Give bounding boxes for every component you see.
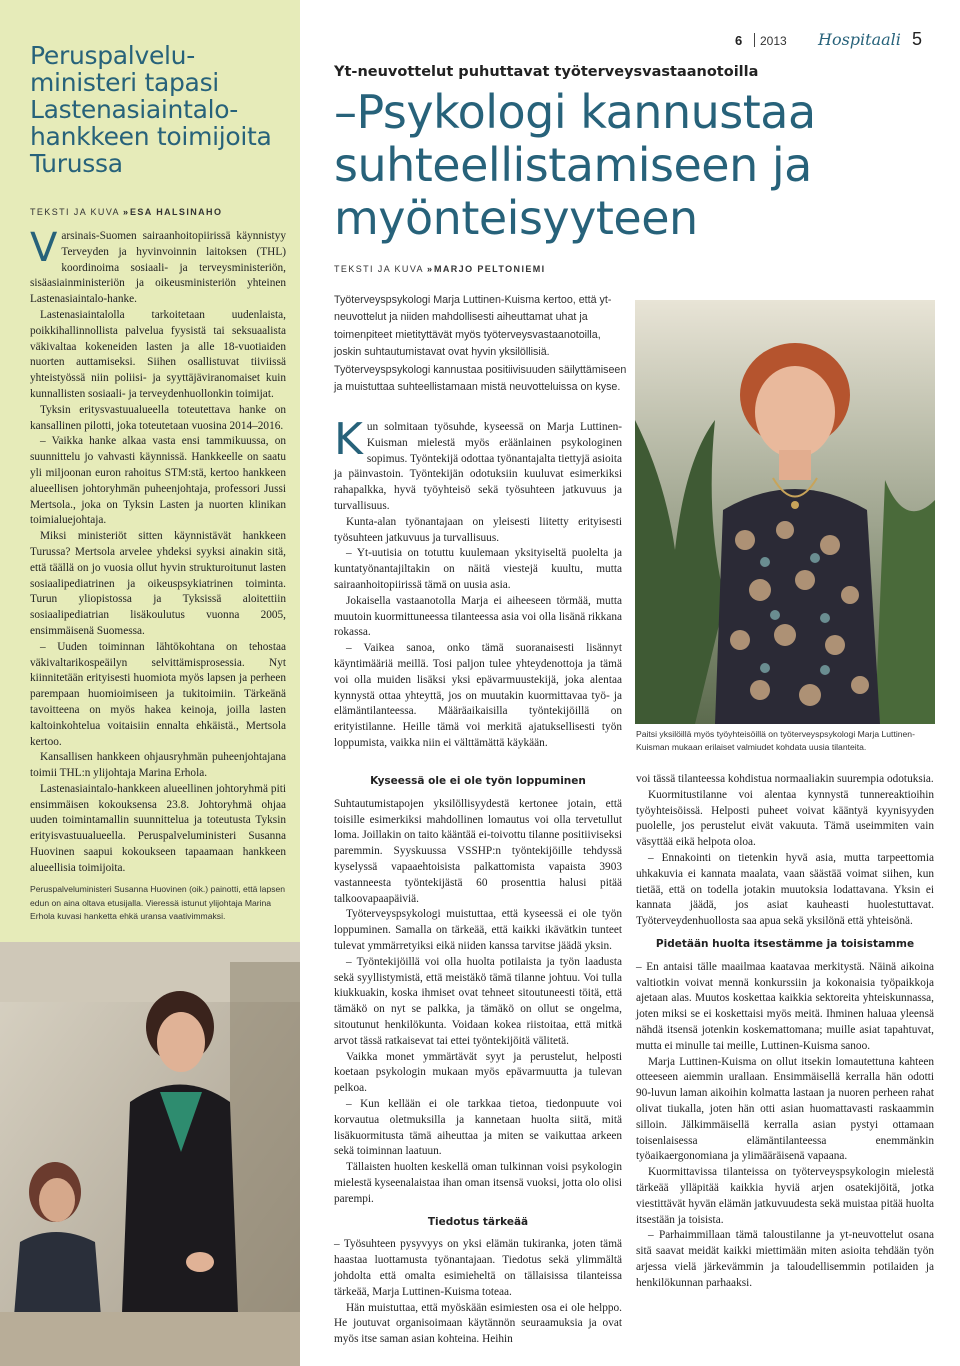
- sidebar-photo-caption: Peruspalveluministeri Susanna Huovinen (oik.) painotti, että lapsen edun on aina oltava etusijalla. Vieressä istunut ylijohtaja Marina Erhola kuvasi hanketta ehkä uransa vaativimmaksi.: [30, 884, 286, 921]
- article-column-1: [334, 414, 622, 752]
- article-paragraph: – Parhaimmillaan tämä taloustilanne ja yt-neuvottelut osana sitä saavat meidät kaikki miettimään miten asioita tehdään työn arjessa vielä järkevämmin ja taloudellisemmin potilaiden ja henkilökunnan parhaaksi.: [636, 1229, 934, 1289]
- article-paragraph: voi tässä tilanteessa kohdistua normaaliakin suurempia odotuksia.: [636, 773, 934, 785]
- page-number: 5: [912, 29, 923, 49]
- sidebar-intro: arsinais-Suomen sairaanhoitopiirissä käynnistyy Terveyden ja hyvinvoinnin laitoksen (THL) koordinoima sosiaali- ja terveysministeriön, sisäasiainministeriön ja oikeusministeriön yhteinen Lastenasiaintalo-hanke.: [30, 230, 286, 306]
- sidebar-body: [30, 225, 286, 877]
- sidebar-paragraph: Kansallisen hankkeen ohjausryhmän puheenjohtajana toimii THL:n ylijohtaja Marina Erhola.: [30, 751, 286, 780]
- article-lead: Työterveyspsykologi Marja Luttinen-Kuisma kertoo, että yt-neuvottelut ja niiden mahdollisesti aiheuttamat uhat ja toimenpiteet mietityttävät myös työterveysvastaanotoilla, joskin suhtautumistavat ovat hyvin yksilöllisiä. Työterveyspsykologi kannustaa positiivisuuden säilyttämiseen ja muistuttaa suhteellistamaan mistä neuvotteluissa on kyse.: [334, 294, 627, 394]
- article-headline: –Psykologi kannustaa suhteellistamiseen ja myönteisyyteen: [334, 85, 816, 245]
- article-paragraph: Kuormittavissa tilanteissa on työterveyspsykologin mielestä tärkeää ylläpitää kaikkia hyviä arjen osatekijöitä, jotka viestittävät hyvän elämän jatkuvuudesta sekä muistaa pitää huolta itsestään ja toisista.: [636, 1166, 934, 1226]
- article-paragraph: – Vaikea sanoa, onko tämä suoranaisesti lisännyt käyntimääriä meillä. Tosi paljon tulee yhteydenottoja ja tämä voi olla muiden lisäksi yksi epävarmuustekijä, joka alentaa kynnystä ottaa yhteyttä, jos on muutakin kuormittavaa työ- ja elämäntilanteessa. Määräaikaisilla työntekijöillä on erityistilanne. Heille tämä voi merkitä ajatuksellisesti työn loppumista, vaikka niin ei välttämättä käykään.: [334, 642, 622, 749]
- byline-arrows-icon: »: [122, 207, 127, 217]
- sidebar-byline-label: TEKSTI JA KUVA: [30, 207, 120, 217]
- article-byline-label: TEKSTI JA KUVA: [334, 264, 424, 274]
- article-paragraph: Tällaisten huolten keskellä oman tulkinnan voisi psykologin mielestä kyseenalaistaa ihan oman itsensä vuoksi, jotta olo olisi parempi.: [334, 1161, 622, 1205]
- sidebar-paragraph: – Uuden toiminnan lähtökohtana on tehostaa väkivaltarikospeäilyn selvittämisprosessia. Nyt kiinnitetään erityisesti huomiota myös lapsen ja perheen parempaan huomioimiseen ja tukitoimiin. Tärkeänä tavoitteena on myös hakea keinoja, joilla lasten kaltoinkohtelua voitaisiin ennalta ehkäistä., Mertsola kertoo.: [30, 640, 286, 748]
- article-paragraph: – Yt-uutisia on totuttu kuulemaan yksityiseltä puolelta ja kuntatyönantajiltakin on näitä viestejä kuultu, mutta sairaanhoitopiirissä tämä on uusia asia.: [334, 547, 622, 591]
- article-subheading: Kyseessä ole ei ole työn loppuminen: [370, 775, 586, 787]
- article-paragraph: Työterveyspsykologi muistuttaa, että kyseessä ei ole työn loppuminen. Samalla on tärkeää, että kaikki ikävätkin tunteet tulevat ymmärretyiksi eikä niiden kanssa tarvitse jäädä yksin.: [334, 908, 622, 952]
- sidebar-byline-author: ESA HALSINAHO: [129, 207, 223, 217]
- article-byline: [334, 264, 546, 274]
- article-column-3: [636, 772, 934, 1292]
- article-dropcap: K: [334, 414, 363, 465]
- article-byline-author: MARJO PELTONIEMI: [433, 264, 546, 274]
- article-paragraph: Vaikka monet ymmärtävät syyt ja perustelut, helposti koetaan psykologin mukaan myös epävarmuutta ja tulevan pelkoa.: [334, 1050, 622, 1095]
- article-kicker: Yt-neuvottelut puhuttavat työterveysvastaanotoilla: [334, 64, 759, 80]
- portrait-photo-caption: Paitsi yksilöillä myös työyhteisöillä on työterveyspsykologi Marja Luttinen-Kuisman mukaan erilaiset valmiudet kohdata uusia tilanteita.: [636, 729, 915, 752]
- page-number-left: 6: [735, 33, 743, 48]
- byline-arrows-icon: »: [426, 264, 431, 274]
- article-paragraph: – Kun kellään ei ole tarkkaa tietoa, tiedonpuute voi korvautua oletmuksilla ja kannetaan huolta siitä, mitä lisäkuormitusta tämä aiheuttaa ja miten se vaikuttaa arkeen sekä toiminnan laatuun.: [334, 1097, 622, 1158]
- article-paragraph: – En antaisi tälle maailmaa kaatavaa merkitystä. Näinä aikoina valtiotkin voivat mennä konkurssiin ja kokonaisia työpaikkoja ajetaan alas. Muutos koskettaa kaikkia sektoreita yhteiskunnassa, joten miksi se ei koskettaisi myös meitä. Ihminen haluaa yleensä nähdä itsensä jotenkin koskemattomana; muille asiat tapahtuvat, mutta ei minulle tai meille, Luttinen-Kuisma sanoo.: [636, 960, 934, 1052]
- article-subheading: Tiedotus tärkeää: [427, 1215, 529, 1228]
- article-paragraph: Kuormitustilanne voi alentaa kynnystä tunnereaktioihin työyhteisöissä. Helposti puheet voivat kääntyä kyynisyyden puolelle, jos perustelut eivät vakuuta. Tämä useimmiten vain väsyttää eikä helpota oloa.: [636, 788, 934, 849]
- article-paragraph: – Työntekijöillä voi olla huolta potilaista ja työn laadusta sekä syyllistymistä, että meistäkö tämä tilanne johtuu. Voi tulla kiukkuakin, koska ihmiset ovat tehneet sitoutuneesti töitä, että tämäkö on nyt se palkka, ja tämäkö on ollut se ongelma, sitoutunut henkilökunta. Voidaan kokea riistoitaa, että mitkä arvot tässä ratkaisevat tai ettei työntekijöitä välitetä.: [334, 955, 622, 1047]
- article-paragraph: Kunta-alan työnantajaan on yleisesti liitetty erityisesti työsuhteen jatkuvuus ja turvallisuus.: [334, 515, 622, 544]
- article-subheading: Pidetään huolta itsestämme ja toisistamme: [655, 937, 915, 950]
- article-paragraph: – Ennakointi on tietenkin hyvä asia, mutta tarpeettomia uhkakuvia ei kannata maalata, vaan säästää voimat siihen, kun tietää, että on todella jotakin muutoksia lodattavana. Yksin ei kannata jäädä, jos asiat kauheasti huolestuttavat. Työterveydenhuollosta saa apua sekä yksilönä että yhteisönä.: [636, 851, 934, 928]
- article-paragraph: Hän muistuttaa, että myöskään esimiesten osa ei ole helppo. He joutuvat organisoimaan käytännön seuraamuksia ja ovat myös itse saman asian kohteina. Heihin: [334, 1301, 622, 1346]
- article-column-2: [334, 767, 622, 1348]
- sidebar-byline: [30, 207, 222, 217]
- meeting-photo: [0, 942, 300, 1366]
- sidebar-headline: Peruspalveluministeri tapasi Lastenasiaintalohankkeen toimijoita Turussa: [30, 41, 272, 178]
- portrait-photo: [635, 300, 935, 724]
- issue-year: 2013: [760, 34, 787, 48]
- sidebar-paragraph: – Vaikka hanke alkaa vasta ensi tammikuussa, on suunnittelu jo vahvasti käynnissä. Hankkeelle on saatu yli miljoonan euron rahoitus STM:stä, kertoo hankkeen alueellisen johtoryhmän puheenjohtaja, professori Jussi Mertsola., joka on Tyksin Lasten ja nuorten klinikan toimialuejohtaja.: [30, 435, 286, 527]
- sidebar-dropcap: V: [30, 225, 58, 271]
- article-paragraph: un solmitaan työsuhde, kyseessä on Marja Luttinen-Kuisman mielestä myös eräänlainen psykologinen sopimus. Työntekijä odottaa työnantajalta tiettyjä asioita ja päinvastoin. Työntekijän odotuksiin kuuluvat esimerkiksi rahapalkka, hyvä työyhteisö sekä työsuhteen jatkuvuus ja turvallisuus.: [334, 421, 622, 512]
- article-paragraph: – Työsuhteen pysyvyys on yksi elämän tukiranka, joten tämä haastaa luottamusta työnantajaan. Tiedotus sekä ylimmältä johdolta että omalta esimieheltä on tällaisissa tilanteissa tärkeää, Marja Luttinen-Kuisma toteaa.: [334, 1238, 622, 1298]
- article-paragraph: Marja Luttinen-Kuisma on ollut itsekin lomautettuna kahteen otteeseen aiemmin urallaan. Ensimmäisellä kerralla hän odotti 90-luvun laman aikoihin kolmatta lastaan ja nuoren perheen rahat olivat tiukalla, joten hän otti asian huomattavasti raskaammin silloin. Jälkimmäisellä kerralla asian pystyi ottamaan toisenlaisessa elämäntilanteessa enemmänkin työaikaergonomiana ja ylimääräisenä vapaana.: [636, 1055, 934, 1163]
- magazine-logo: Hospitaali: [818, 30, 901, 49]
- article-paragraph: Jokaisella vastaanotolla Marja ei aiheeseen törmää, mutta muutoin kuormittuneessa tilanteessa asia voi olla lisänä rikkana rokassa.: [334, 594, 622, 639]
- sidebar-paragraph: Tyksin eritysvastuualueella toteutettava hanke on kansallinen pilotti, joka toteutetaan vuosina 2014–2016.: [30, 403, 286, 432]
- sidebar-paragraph: Lastenasiaintalo-hankkeen alueellinen johtoryhmä piti ensimmäisen kokouksensa 23.8. Johtoryhmä ohjaa uuden toimintamallin suunnittelua ja toteutusta Tyksin erityisvastuualueella. Peruspalveluministeri Susanna Huovinen saapui kokoukseen tapaamaan hankkeen alueellisia toimijoita.: [30, 782, 286, 874]
- sidebar-paragraph: Lastenasiaintalolla tarkoitetaan uudenlaista, poikkihallinnollista palvelua fyysistä tai seksuaalista väkivaltaa kokeneiden lasten ja alle 18-vuotiaiden nuorten auttamiseksi. Siihen osallistuvat tiiviissä yhteistyössä niin poliisi- ja syyttäjäviranomaiset kuin kunnallisten sosiaali- ja terveydenhuollonkin toimijat.: [30, 308, 286, 400]
- sidebar-paragraph: Miksi ministeriöt sitten käynnistävät hankkeen Turussa? Mertsola arvelee yhdeksi syyksi ainakin sitä, että täällä on jo vuosia ollut hyvin strukturoitunut lasten sosiaalipediatrinen ja oikeuspsykiatrinen toiminta. Turun yliopistossa ja Tyksissä aloitettiin sosiaalipediatrian lisäkoulutus vuonna 2005, ensimmäisenä Suomessa.: [30, 530, 286, 637]
- header-divider: [754, 33, 755, 47]
- article-paragraph: Suhtautumistapojen yksilöllisyydestä kertonee jotain, että toisille esimerkiksi mahdollinen lomautus voi olla tervetullut loma. Joillakin on taito kääntää ei-toivottu tilanne positiiviseksi paremmin. Syyskuussa VSSHP:n työntekijöille tehdyssä kyselyssä vapaaehtoisista palkattomista vapaista 3903 vastanneesta työntekijästä 60 prosenttia halusi pitää talkoovapaapäiviä.: [334, 797, 622, 905]
